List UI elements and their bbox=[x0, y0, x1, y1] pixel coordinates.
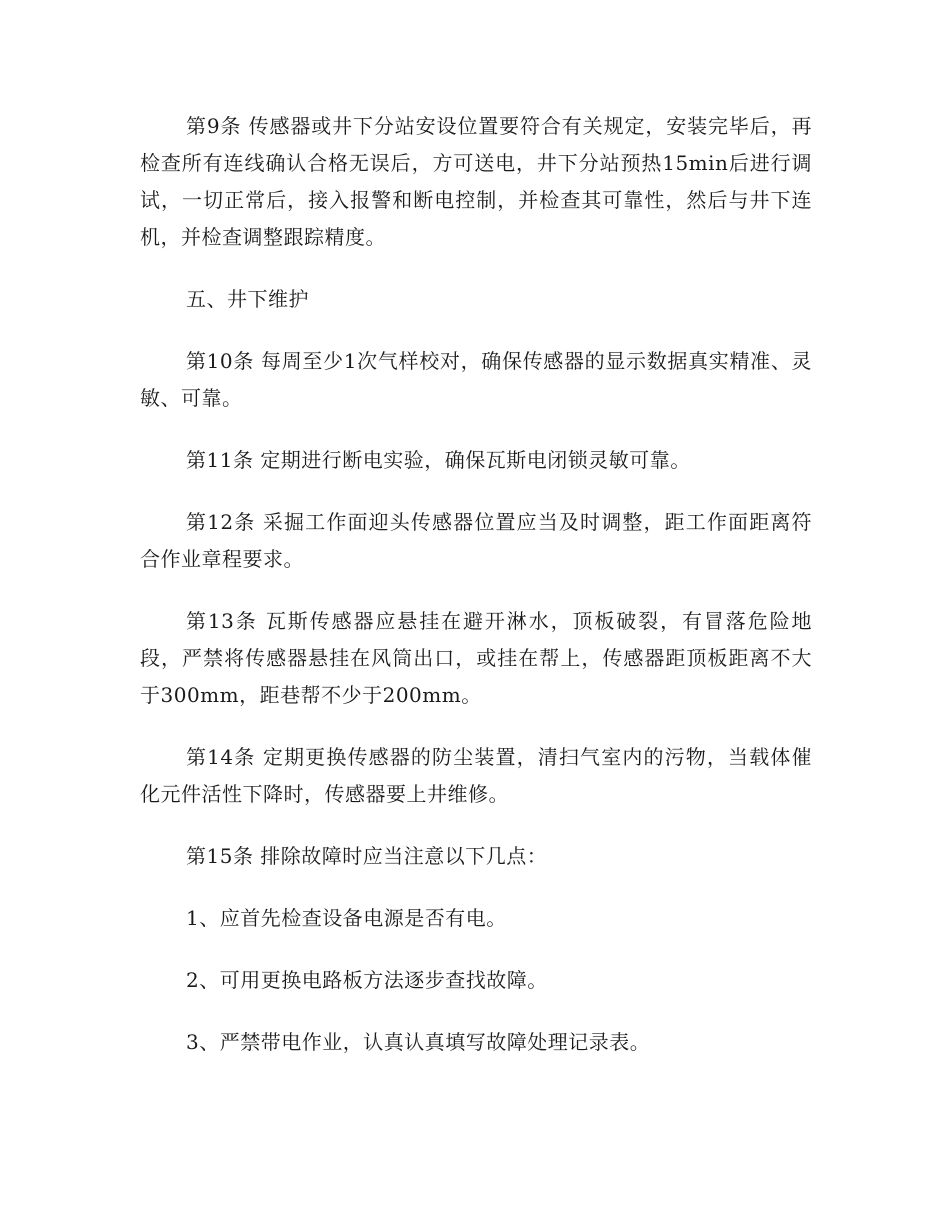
paragraph-article-12: 第12条 采掘工作面迎头传感器位置应当及时调整，距工作面距离符合作业章程要求。 bbox=[140, 510, 812, 571]
paragraph-article-11: 第11条 定期进行断电实验，确保瓦斯电闭锁灵敏可靠。 bbox=[186, 448, 691, 472]
list-item-1: 1、应首先检查设备电源是否有电。 bbox=[186, 906, 507, 930]
section-heading-underground-maintenance: 五、井下维护 bbox=[186, 287, 309, 311]
paragraph-article-14: 第14条 定期更换传感器的防尘装置，清扫气室内的污物，当载体催化元件活性下降时，传感器要上井维修。 bbox=[140, 745, 812, 806]
list-item-3: 3、严禁带电作业，认真认真填写故障处理记录表。 bbox=[186, 1030, 651, 1054]
document-page bbox=[140, 108, 812, 1086]
paragraph-article-9: 第9条 传感器或井下分站安设位置要符合有关规定，安装完毕后，再检查所有连线确认合格无误后，方可送电，井下分站预热15min后进行调试，一切正常后，接入报警和断电控制，并检查其可靠性，然后与井下连机，并检查调整跟踪精度。 bbox=[140, 114, 812, 249]
paragraph-article-15: 第15条 排除故障时应当注意以下几点： bbox=[186, 844, 548, 868]
paragraph-article-13: 第13条 瓦斯传感器应悬挂在避开淋水，顶板破裂，有冒落危险地段，严禁将传感器悬挂在风筒出口，或挂在帮上，传感器距顶板距离不大于300mm，距巷帮不少于200mm。 bbox=[140, 609, 812, 707]
list-item-2: 2、可用更换电路板方法逐步查找故障。 bbox=[186, 968, 548, 992]
paragraph-article-10: 第10条 每周至少1次气样校对，确保传感器的显示数据真实精准、灵敏、可靠。 bbox=[140, 349, 812, 410]
